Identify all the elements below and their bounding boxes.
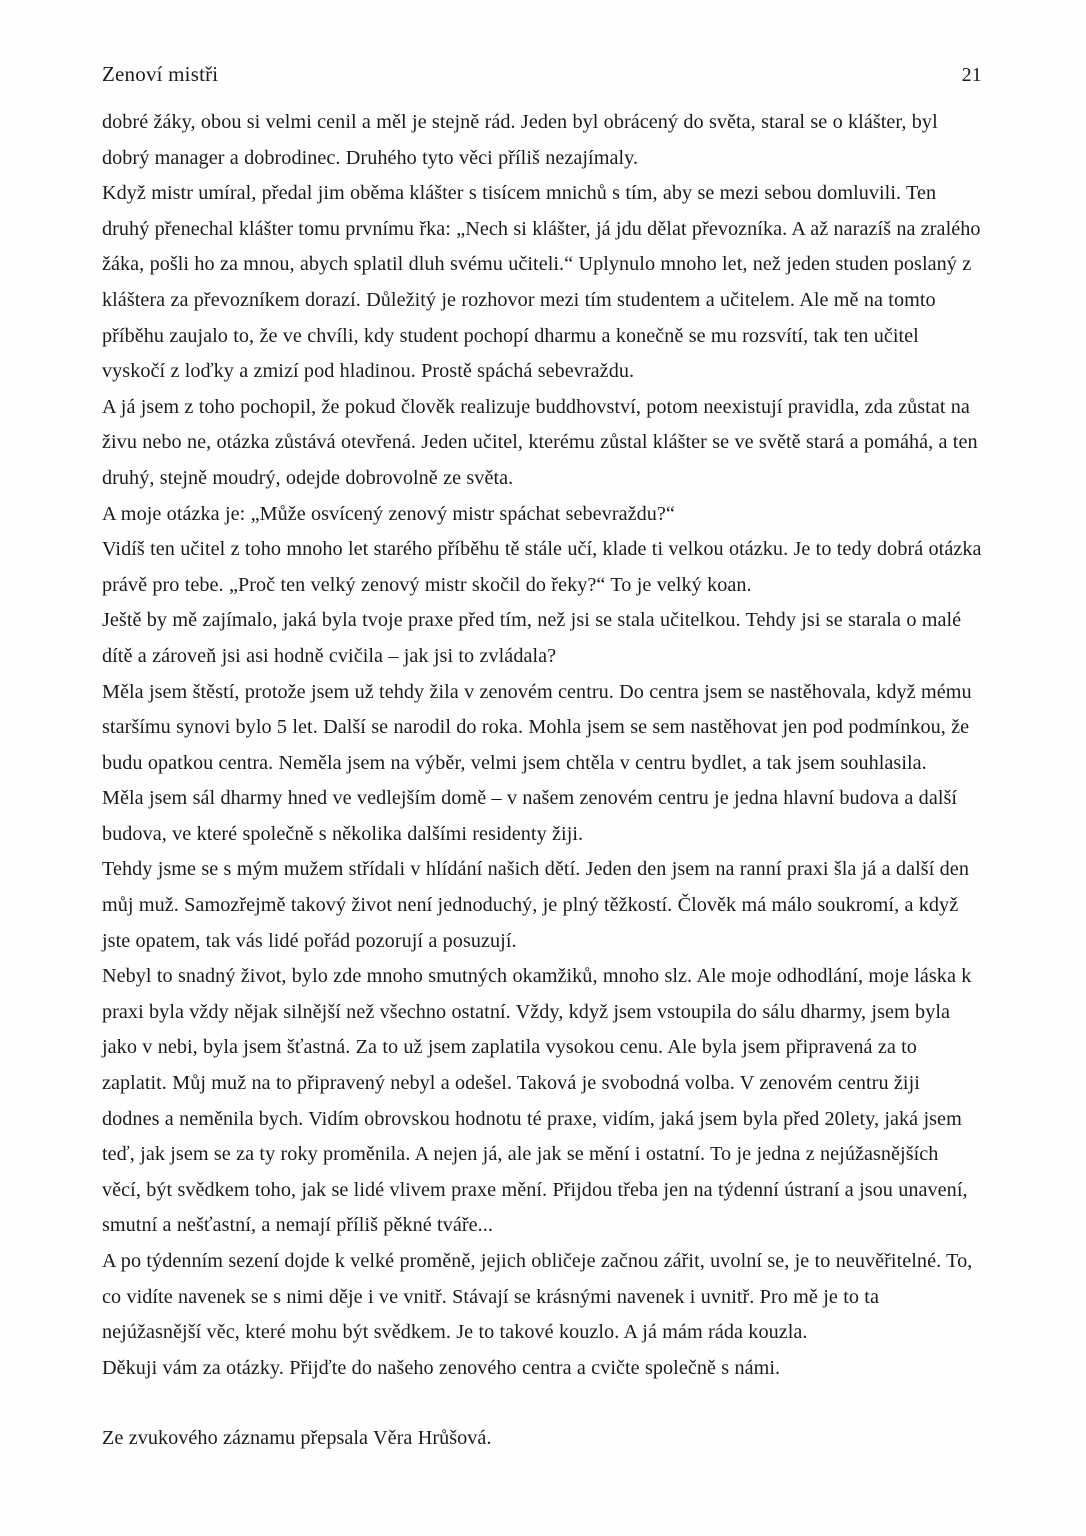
page-number: 21 bbox=[961, 64, 982, 86]
paragraph: A moje otázka je: „Může osvícený zenový mistr spáchat sebevraždu?“ bbox=[102, 502, 675, 525]
paragraph: Děkuji vám za otázky. Přijďte do našeho zenového centra a cvičte společně s námi. bbox=[102, 1356, 781, 1379]
paragraph: Vidíš ten učitel z toho mnoho let starého příběhu tě stále učí, klade ti velkou otázku. Je to tedy dobrá otázka právě pro tebe. „Proč ten velký zenový mistr skočil do řeky?“ To je velký koan. bbox=[102, 538, 982, 596]
paragraph: Tehdy jsme se s mým mužem střídali v hlídání našich dětí. Jeden den jsem na ranní praxi šla já a další den můj muž. Samozřejmě takový život není jednoduchý, je plný těžkostí. Člověk má málo soukromí, a když jste opatem, tak vás lidé pořád pozorují a posuzují. bbox=[102, 858, 969, 952]
paragraph: Nebyl to snadný život, bylo zde mnoho smutných okamžiků, mnoho slz. Ale moje odhodlání, moje láska k praxi byla vždy nějak silnější než všechno ostatní. Vždy, když jsem vstoupila do sálu dharmy, jsem byla jako v nebi, byla jsem šťastná. Za to už jsem zaplatila vysokou cenu. Ale byla jsem připravená za to zaplatit. Můj muž na to připravený nebyl a odešel. Taková je svobodná volba. V zenovém centru žiji dodnes a neměnila bych. Vidím obrovskou hodnotu té praxe, vidím, jaká jsem byla před 20lety, jaká jsem teď, jak jsem se za ty roky proměnila. A nejen já, ale jak se mění i ostatní. To je jedna z nejúžasnějších věcí, být svědkem toho, jak se lidé vlivem praxe mění. Přijdou třeba jen na týdenní ústraní a jsou unavení, smutní a nešťastní, a nemají příliš pěkné tváře... bbox=[102, 965, 972, 1237]
running-head-title: Zenoví mistři bbox=[102, 62, 219, 86]
running-head bbox=[102, 62, 982, 87]
paragraph: A po týdenním sezení dojde k velké proměně, jejich obličeje začnou zářit, uvolní se, je to neuvěřitelné. To, co vidíte navenek se s nimi děje i ve vnitř. Stávají se krásnými navenek i uvnitř. Pro mě je to ta nejúžasnější věc, které mohu být svědkem. Je to takové kouzlo. A já mám ráda kouzla. bbox=[102, 1250, 973, 1344]
paragraph: Měla jsem sál dharmy hned ve vedlejším domě – v našem zenovém centru je jedna hlavní budova a další budova, ve které společně s několika dalšími residenty žiji. bbox=[102, 787, 958, 845]
body-text bbox=[102, 105, 982, 1457]
paragraph: Měla jsem štěstí, protože jsem už tehdy žila v zenovém centru. Do centra jsem se nastěhovala, když mému staršímu synovi bylo 5 let. Další se narodil do roka. Mohla jsem se sem nastěhovat jen pod podmínkou, že budu opatkou centra. Neměla jsem na výběr, velmi jsem chtěla v centru bydlet, a tak jsem souhlasila. bbox=[102, 680, 972, 774]
paragraph: A já jsem z toho pochopil, že pokud člověk realizuje buddhovství, potom neexistují pravidla, zda zůstat na živu nebo ne, otázka zůstává otevřená. Jeden učitel, kterému zůstal klášter se ve světě stará a pomáhá, a ten druhý, stejně moudrý, odejde dobrovolně ze světa. bbox=[102, 395, 978, 489]
closing-line: Ze zvukového záznamu přepsala Věra Hrůšová. bbox=[102, 1427, 492, 1450]
paragraph: Ještě by mě zajímalo, jaká byla tvoje praxe před tím, než jsi se stala učitelkou. Tehdy jsi se starala o malé dítě a zároveň jsi asi hodně cvičila – jak jsi to zvládala? bbox=[102, 609, 962, 667]
paragraph: Když mistr umíral, předal jim oběma klášter s tisícem mnichů s tím, aby se mezi sebou domluvili. Ten druhý přenechal klášter tomu prvnímu řka: „Nech si klášter, já jdu dělat převozníka. A až narazíš na zralého žáka, pošli ho za mnou, abych splatil dluh svému učiteli.“ Uplynulo mnoho let, než jeden studen poslaný z kláštera za převozníkem dorazí. Důležitý je rozhovor mezi tím studentem a učitelem. Ale mě na tomto příběhu zaujalo to, že ve chvíli, kdy student pochopí dharmu a konečně se mu rozsvítí, tak ten učitel vyskočí z loďky a zmizí pod hladinou. Prostě spáchá sebevraždu. bbox=[102, 182, 981, 383]
paragraph: dobré žáky, obou si velmi cenil a měl je stejně rád. Jeden byl obrácený do světa, staral se o klášter, byl dobrý manager a dobrodinec. Druhého tyto věci příliš nezajímaly. bbox=[102, 111, 938, 169]
